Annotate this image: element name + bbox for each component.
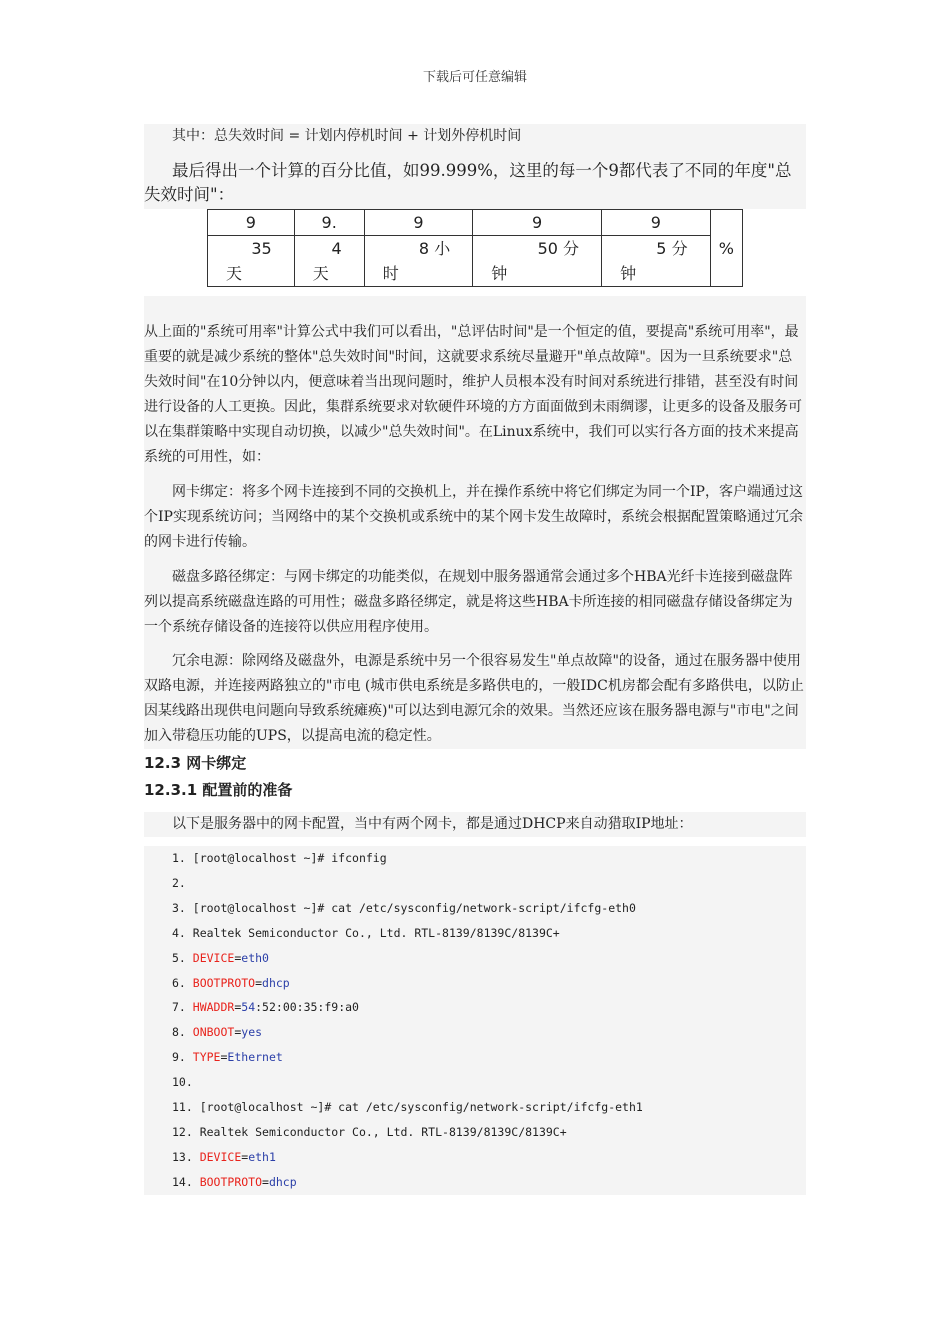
- duration-unit: 天: [312, 264, 329, 283]
- digit-cell: 9: [602, 210, 711, 236]
- code-text: =: [234, 1025, 242, 1040]
- code-line: [172, 1120, 567, 1145]
- duration-value: 5 分: [656, 239, 688, 258]
- code-keyword: BOOTPROTO: [199, 1174, 263, 1189]
- duration-value: 35: [251, 239, 272, 258]
- code-value: dhcp: [262, 975, 290, 990]
- code-line: [172, 995, 359, 1020]
- code-line: [172, 946, 269, 971]
- duration-cell: [602, 236, 711, 287]
- page-header: 下载后可任意编辑: [422, 70, 527, 85]
- body-paragraph: 网卡绑定：将多个网卡连接到不同的交换机上，并在操作系统中将它们绑定为同一个IP，客户端通过这个IP实现系统访问；当网络中的某个交换机或系统中的某个网卡发生故障时，系统会根据配置策略通过冗余的网卡进行传输。: [144, 484, 803, 550]
- code-line-number: 11.: [172, 1100, 200, 1114]
- duration-unit: 钟: [620, 264, 637, 283]
- percent-cell: %: [710, 210, 742, 287]
- digit-cell: 9.: [294, 210, 364, 236]
- code-text: =: [234, 950, 242, 965]
- code-text: =: [220, 1050, 228, 1065]
- code-text: [root@localhost ~]# cat /etc/sysconfig/network-script/ifcfg-eth1: [199, 1100, 643, 1114]
- code-keyword: HWADDR: [192, 1000, 235, 1015]
- code-line-number: 8.: [172, 1025, 193, 1040]
- code-keyword: BOOTPROTO: [192, 975, 256, 990]
- duration-value: 4: [331, 239, 342, 258]
- code-line: [172, 1070, 200, 1095]
- code-line-number: 3.: [172, 900, 193, 915]
- code-line-number: 1.: [172, 851, 193, 865]
- body-paragraph: 从上面的"系统可用率"计算公式中我们可以看出，"总评估时间"是一个恒定的值，要提高"系统可用率"，最重要的就是减少系统的整体"总失效时间"时间，这就要求系统尽量避开"单点故障"。因为一旦系统要求"总失效时间"在10分钟以内，便意味着当出现问题时，维护人员根本没有时间对系统进行排错，甚至没有时间进行设备的人工更换。因此，集群系统要求对软硬件环境的方方面面做到未雨绸谬，让更多的设备及服务可以在集群策略中实现自动切换，以减少"总失效时间"。在Linux系统中，我们可以实行各方面的技术来提高系统的可用性，如：: [144, 324, 802, 465]
- code-value: 54: [241, 1000, 256, 1015]
- subsection-heading: 12.3.1 配置前的准备: [144, 781, 293, 799]
- code-line-number: 7.: [172, 1000, 193, 1015]
- code-line: [172, 871, 193, 896]
- digit-cell: 9: [208, 210, 295, 236]
- code-line-number: 14.: [172, 1174, 200, 1189]
- body-paragraph: 磁盘多路径绑定：与网卡绑定的功能类似，在规划中服务器通常会通过多个HBA光纤卡连接到磁盘阵列以提高系统磁盘连路的可用性；磁盘多路径绑定，就是将这些HBA卡所连接的相同磁盘存储设备绑定为一个系统存储设备的连接符以供应用程序使用。: [144, 569, 793, 635]
- duration-cell: [208, 236, 295, 287]
- code-value: eth1: [248, 1149, 276, 1164]
- code-value: dhcp: [268, 1174, 297, 1189]
- code-line-number: 4.: [172, 925, 193, 940]
- availability-table: [207, 209, 743, 287]
- duration-unit: 钟: [491, 264, 508, 283]
- section-heading: 12.3 网卡绑定: [144, 754, 247, 772]
- body-paragraph: 冗余电源：除网络及磁盘外，电源是系统中另一个很容易发生"单点故障"的设备，通过在服务器中使用双路电源，并连接两路独立的"市电 (城市供电系统是多路供电的，一般IDC机房都会配有多路供电，以防止因某线路出现供电问题向导致系统瘫痪)"可以达到电源冗余的效果。当然还应该在服务器电源与"市电"之间加入带稳压功能的UPS，以提高电流的稳定性。: [144, 653, 804, 744]
- code-line-number: 10.: [172, 1075, 200, 1090]
- duration-unit: 时: [382, 264, 399, 283]
- code-value: eth0: [241, 950, 269, 965]
- code-text: :52:00:35:f9:a0: [255, 1000, 359, 1015]
- code-keyword: ONBOOT: [192, 1025, 235, 1040]
- code-line: [172, 971, 290, 996]
- digit-cell: 9: [473, 210, 602, 236]
- nic-intro-text: 以下是服务器中的网卡配置，当中有两个网卡，都是通过DHCP来自动猎取IP地址：: [172, 816, 693, 832]
- code-keyword: TYPE: [192, 1050, 221, 1065]
- code-value: Ethernet: [227, 1050, 283, 1065]
- code-value: yes: [241, 1025, 263, 1040]
- code-line: [172, 846, 387, 871]
- code-line: [172, 1095, 643, 1120]
- duration-unit: 天: [226, 264, 243, 283]
- duration-value: 50 分: [537, 239, 580, 258]
- duration-cell: [473, 236, 602, 287]
- code-block: [144, 846, 806, 1195]
- code-line-number: 13.: [172, 1149, 200, 1164]
- code-text: =: [241, 1149, 249, 1164]
- code-line: [172, 1045, 283, 1070]
- code-text: =: [255, 975, 263, 990]
- code-text: =: [234, 1000, 242, 1015]
- code-line-number: 12.: [172, 1124, 200, 1139]
- code-text: Realtek Semiconductor Co., Ltd. RTL-8139/8139C/8139C+: [199, 1124, 567, 1139]
- code-line-number: 5.: [172, 950, 193, 965]
- code-text: =: [262, 1174, 269, 1189]
- code-line: [172, 1020, 262, 1045]
- code-text: [root@localhost ~]# ifconfig: [192, 851, 387, 865]
- code-line-number: 9.: [172, 1050, 193, 1065]
- code-text: [root@localhost ~]# cat /etc/sysconfig/network-script/ifcfg-eth0: [192, 900, 636, 915]
- duration-cell: [364, 236, 473, 287]
- code-line-number: 2.: [172, 875, 193, 890]
- code-keyword: DEVICE: [192, 950, 235, 965]
- duration-value: 8 小: [418, 239, 451, 258]
- duration-cell: [294, 236, 364, 287]
- code-line: [172, 921, 560, 946]
- code-line: [172, 896, 636, 921]
- code-line: [172, 1170, 297, 1195]
- code-text: Realtek Semiconductor Co., Ltd. RTL-8139/8139C/8139C+: [192, 925, 560, 940]
- formula-text: 其中：总失效时间 = 计划内停机时间 + 计划外停机时间: [172, 128, 522, 144]
- percent-intro-text: 最后得出一个计算的百分比值，如99.999%，这里的每一个9都代表了不同的年度"总失效时间"：: [144, 161, 792, 204]
- code-keyword: DEVICE: [199, 1149, 242, 1164]
- code-line: [172, 1145, 276, 1170]
- code-line-number: 6.: [172, 975, 193, 990]
- digit-cell: 9: [364, 210, 473, 236]
